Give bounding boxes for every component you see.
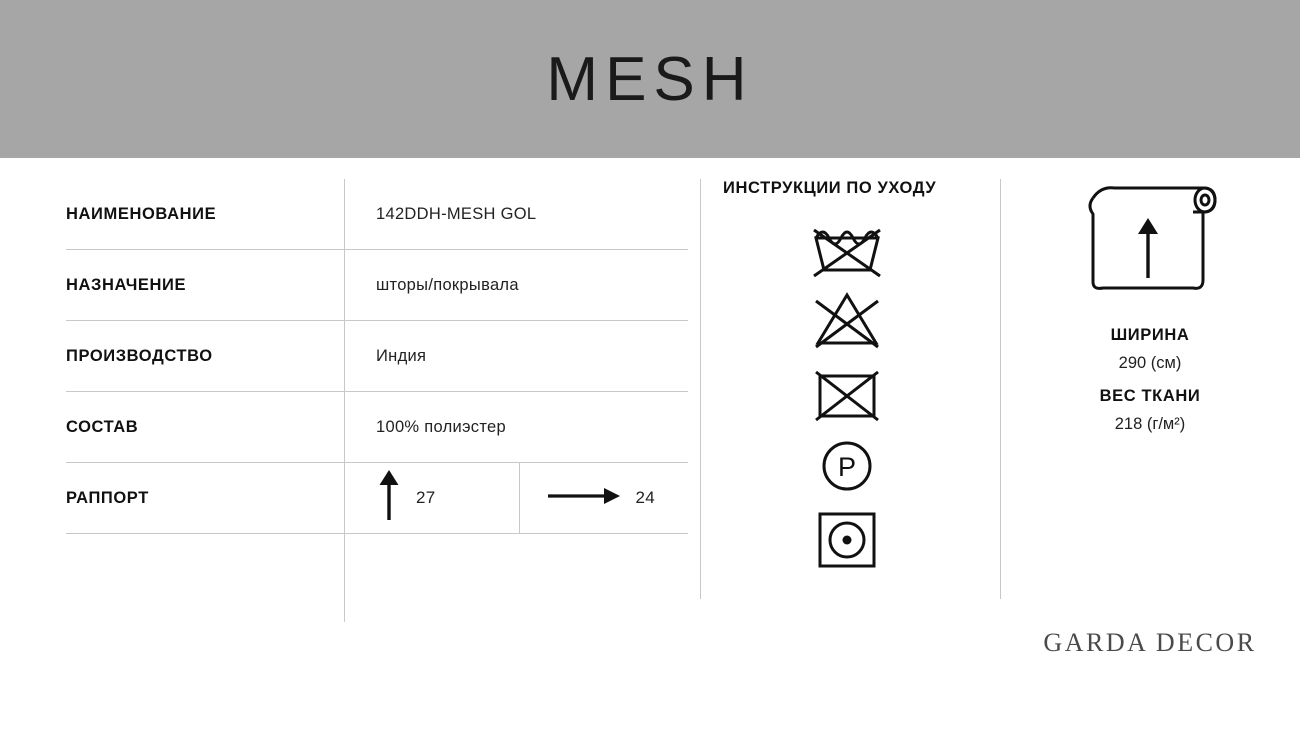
do-not-bleach-icon — [808, 289, 886, 351]
table-row — [66, 250, 688, 321]
content-area — [0, 158, 1300, 733]
table-tail — [66, 534, 688, 622]
rapport-vertical-value: 27 — [416, 488, 436, 507]
spec-label-composition: СОСТАВ — [66, 417, 139, 436]
care-icon-list — [701, 216, 993, 570]
spec-value-name: 142DDH-MESH GOL — [344, 179, 688, 249]
spec-label-purpose: НАЗНАЧЕНИЕ — [66, 275, 187, 294]
spec-value-rapport — [344, 463, 688, 533]
brand-logo: GARDA DECOR — [1043, 628, 1257, 657]
care-instructions — [723, 179, 993, 570]
table-row — [66, 179, 688, 250]
rapport-horizontal-value: 24 — [635, 488, 656, 507]
spec-label-production: ПРОИЗВОДСТВО — [66, 346, 213, 365]
width-label: ШИРИНА — [1110, 326, 1190, 344]
table-row-rapport — [66, 463, 688, 534]
fabric-roll-icon — [1020, 172, 1280, 312]
divider-right — [1000, 179, 1001, 599]
header-band — [0, 0, 1300, 158]
spec-value-production: Индия — [344, 321, 688, 391]
arrow-up-icon — [376, 470, 402, 527]
fabric-metrics — [1020, 172, 1280, 434]
specification-table — [66, 179, 688, 622]
width-value: 290 (см) — [1118, 354, 1182, 372]
spec-label-rapport: РАППОРТ — [66, 488, 149, 507]
weight-value: 218 (г/м²) — [1114, 415, 1186, 433]
weight-label: ВЕС ТКАНИ — [1099, 387, 1201, 405]
page-title: MESH — [546, 44, 754, 114]
table-tail-pad — [66, 534, 344, 622]
dry-clean-p-icon — [808, 435, 886, 497]
svg-text:P: P — [837, 452, 857, 482]
spec-value-composition: 100% полиэстер — [344, 392, 688, 462]
rapport-vertical — [345, 463, 519, 533]
spec-label-name: НАИМЕНОВАНИЕ — [66, 204, 217, 223]
table-row — [66, 321, 688, 392]
table-tail-rule — [344, 534, 688, 622]
spec-value-purpose: шторы/покрывала — [344, 250, 688, 320]
do-not-tumble-dry-icon — [808, 362, 886, 424]
do-not-wash-icon — [808, 216, 886, 278]
arrow-right-icon — [546, 485, 622, 512]
iron-low-heat-icon — [808, 508, 886, 570]
table-row — [66, 392, 688, 463]
care-title: ИНСТРУКЦИИ ПО УХОДУ — [723, 179, 937, 197]
rapport-horizontal — [519, 463, 689, 533]
